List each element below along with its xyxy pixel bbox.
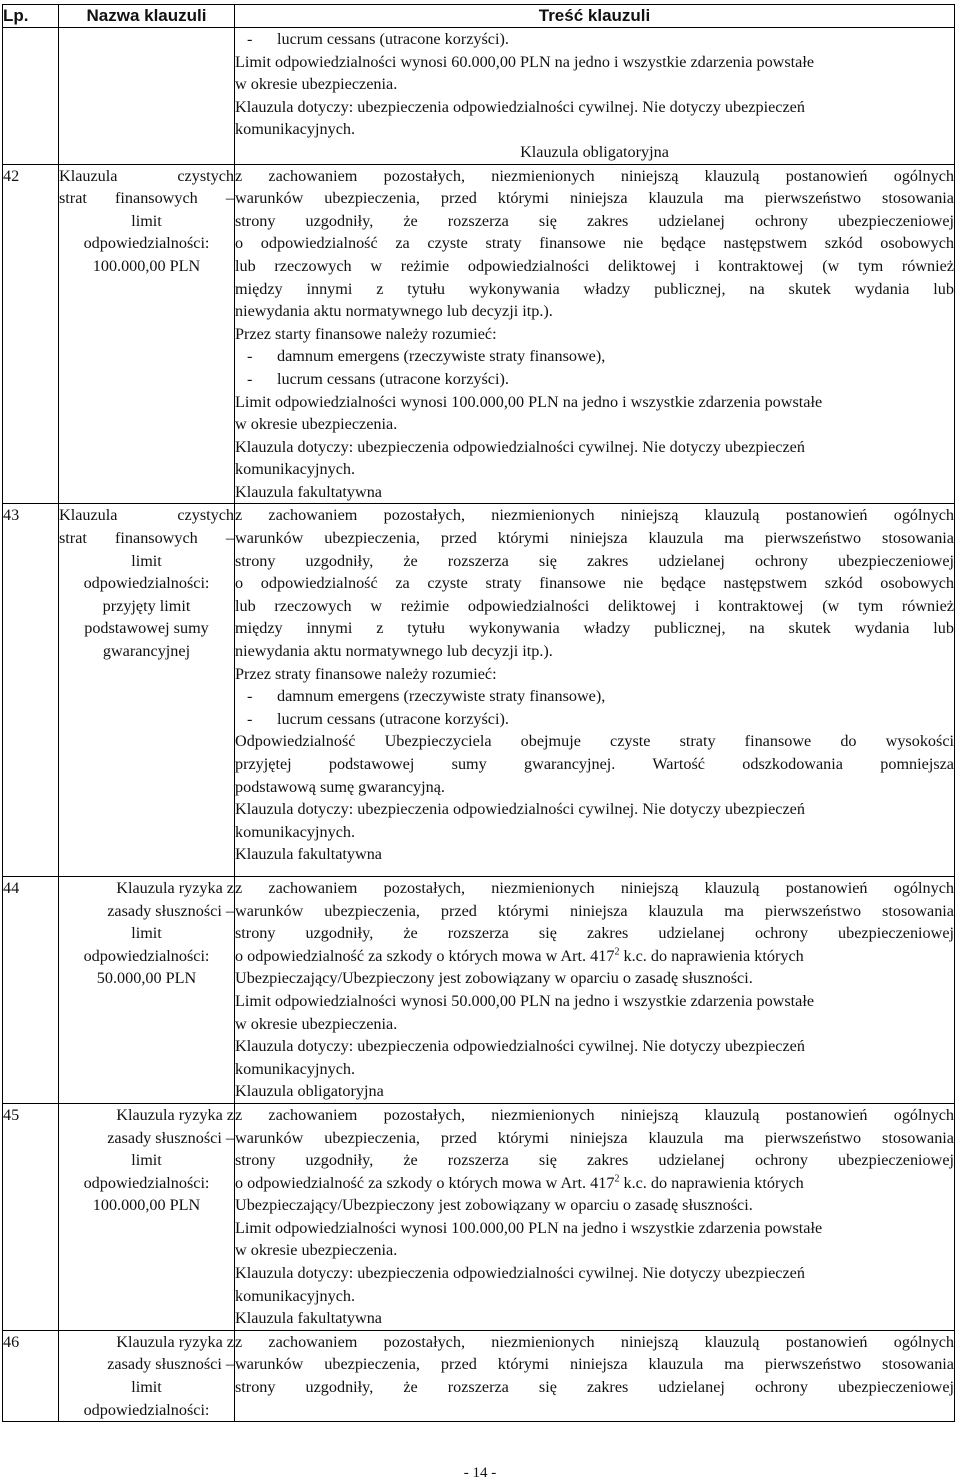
text-line: z zachowaniem pozostałych, niezmienionych niniejszą klauzulą postanowień ogólnych xyxy=(235,166,954,185)
row-lp: 44 xyxy=(3,876,59,1103)
row-clause-name xyxy=(59,1330,235,1421)
text-line: Limit odpowiedzialności wynosi 100.000,00 PLN na jedno i wszystkie zdarzenia powstałe xyxy=(235,392,823,411)
name-line: gwarancyjnej xyxy=(102,642,191,661)
text-line: strony uzgodniły, że rozszerza się zakres udzielanej ochrony ubezpieczeniowej xyxy=(235,551,954,570)
name-line: Klauzula ryzyka z xyxy=(116,1332,234,1351)
name-line: odpowiedzialności: xyxy=(83,946,210,965)
clauses-table xyxy=(2,4,955,1422)
text-line: lub rzeczowych w reżimie odpowiedzialności deliktowej i kontraktowej (w tym również xyxy=(235,256,954,275)
list-item: - lucrum cessans (utracone korzyści). xyxy=(247,709,509,728)
text-line: strony uzgodniły, że rozszerza się zakres udzielanej ochrony ubezpieczeniowej xyxy=(235,1378,954,1397)
text-line: Przez straty finansowe należy rozumieć: xyxy=(235,664,497,683)
text-line: Klauzula dotyczy: ubezpieczenia odpowiedzialności cywilnej. Nie dotyczy ubezpieczeń xyxy=(235,437,805,456)
name-line: limit xyxy=(131,551,162,570)
name-line: przyjęty limit xyxy=(102,596,191,615)
text-line: Klauzula dotyczy: ubezpieczenia odpowiedzialności cywilnej. Nie dotyczy ubezpieczeń xyxy=(235,97,805,116)
text-line: Limit odpowiedzialności wynosi 50.000,00 PLN na jedno i wszystkie zdarzenia powstałe xyxy=(235,991,815,1010)
clause-type-label: Klauzula fakultatywna xyxy=(235,845,382,864)
text-line: lub rzeczowych w reżimie odpowiedzialności deliktowej i kontraktowej (w tym również xyxy=(235,596,954,615)
text-line: komunikacyjnych. xyxy=(235,1286,356,1305)
row-lp: 42 xyxy=(3,164,59,504)
name-line: strat finansowych – xyxy=(59,529,234,548)
text-line: z zachowaniem pozostałych, niezmienionych niniejszą klauzulą postanowień ogólnych xyxy=(235,878,954,897)
text-line: o odpowiedzialność za czyste straty finansowe nie będące następstwem szkód osobowych xyxy=(235,574,954,593)
text-line: z zachowaniem pozostałych, niezmienionych niniejszą klauzulą postanowień ogólnych xyxy=(235,1105,954,1124)
table-row-44 xyxy=(3,876,955,1103)
name-line: limit xyxy=(131,1378,162,1397)
name-line: Klauzula ryzyka z xyxy=(116,878,234,897)
clause-type-label: Klauzula obligatoryjna xyxy=(520,142,669,161)
row-lp: 45 xyxy=(3,1103,59,1330)
text-line: Klauzula dotyczy: ubezpieczenia odpowiedzialności cywilnej. Nie dotyczy ubezpieczeń xyxy=(235,800,805,819)
text-line: w okresie ubezpieczenia. xyxy=(235,1014,398,1033)
text-line: przyjętej podstawowej sumy gwarancyjnej. Wartość odszkodowania pomniejsza xyxy=(235,755,954,773)
text-line: w okresie ubezpieczenia. xyxy=(235,415,398,434)
text-line: w okresie ubezpieczenia. xyxy=(235,75,398,94)
text-line: strony uzgodniły, że rozszerza się zakres udzielanej ochrony ubezpieczeniowej xyxy=(235,1151,954,1170)
page-number: - 14 - xyxy=(463,1465,497,1481)
name-line: odpowiedzialności: xyxy=(83,574,210,593)
name-line: odpowiedzialności: xyxy=(83,1173,210,1192)
name-line: 100.000,00 PLN xyxy=(92,1196,201,1215)
row-lp: 43 xyxy=(3,504,59,877)
text-line: niewydania aktu normatywnego lub decyzji itp.). xyxy=(235,302,553,321)
name-line: podstawowej sumy xyxy=(84,619,209,638)
name-line: 100.000,00 PLN xyxy=(92,256,201,275)
text-line: warunków ubezpieczenia, przed którymi niniejsza klauzula ma pierwszeństwo stosowania xyxy=(235,901,954,920)
row-lp: 46 xyxy=(3,1330,59,1421)
text-line: komunikacyjnych. xyxy=(235,120,356,139)
text-line: Odpowiedzialność Ubezpieczyciela obejmuje czyste straty finansowe do wysokości xyxy=(235,732,954,751)
row-clause-content xyxy=(235,876,955,1103)
header-lp: Lp. xyxy=(3,5,59,28)
text-line: w okresie ubezpieczenia. xyxy=(235,1241,398,1260)
text-line: warunków ubezpieczenia, przed którymi niniejsza klauzula ma pierwszeństwo stosowania xyxy=(235,1128,954,1147)
text-line: komunikacyjnych. xyxy=(235,1059,356,1078)
text-line: podstawową sumę gwarancyjną. xyxy=(235,777,445,796)
name-line: limit xyxy=(131,211,162,230)
text-line: o odpowiedzialność za szkody o których mowa w Art. $417^2$ k.c. do naprawienia których xyxy=(235,946,804,965)
text-line: komunikacyjnych. xyxy=(235,460,356,479)
header-clause-name: Nazwa klauzuli xyxy=(59,5,235,28)
text-line: o odpowiedzialność za czyste straty finansowe nie będące następstwem szkód osobowych xyxy=(235,234,954,253)
name-line: Klauzula czystych xyxy=(59,506,234,525)
row-clause-name xyxy=(59,1103,235,1330)
row-clause-content xyxy=(235,1103,955,1330)
row-clause-content xyxy=(235,164,955,504)
text-line: Limit odpowiedzialności wynosi 60.000,00 PLN na jedno i wszystkie zdarzenia powstałe xyxy=(235,52,815,71)
name-line: limit xyxy=(131,924,162,943)
table-row-46 xyxy=(3,1330,955,1421)
list-item: - damnum emergens (rzeczywiste straty finansowe), xyxy=(247,347,606,366)
row-lp xyxy=(3,28,59,165)
text-line: warunków ubezpieczenia, przed którymi niniejsza klauzula ma pierwszeństwo stosowania xyxy=(235,529,954,548)
text-line: z zachowaniem pozostałych, niezmienionych niniejszą klauzulą postanowień ogólnych xyxy=(235,1332,954,1351)
text-line: strony uzgodniły, że rozszerza się zakres udzielanej ochrony ubezpieczeniowej xyxy=(235,924,954,943)
name-line: odpowiedzialności: xyxy=(83,234,210,253)
text-line: strony uzgodniły, że rozszerza się zakres udzielanej ochrony ubezpieczeniowej xyxy=(235,211,954,230)
clause-type-label: Klauzula fakultatywna xyxy=(235,482,382,501)
name-line: odpowiedzialności: xyxy=(83,1400,210,1419)
text-line: Ubezpieczający/Ubezpieczony jest zobowiązany w oparciu o zasadę słuszności. xyxy=(235,969,753,988)
name-line: 50.000,00 PLN xyxy=(96,969,197,988)
text-line: o odpowiedzialność za szkody o których mowa w Art. $417^2$ k.c. do naprawienia których xyxy=(235,1173,804,1192)
name-line: zasady słuszności – xyxy=(107,1355,234,1374)
name-line: zasady słuszności – xyxy=(107,1128,234,1147)
table-row-42 xyxy=(3,164,955,504)
clause-type-label: Klauzula obligatoryjna xyxy=(235,1082,384,1101)
name-line: zasady słuszności – xyxy=(107,901,234,920)
text-line: niewydania aktu normatywnego lub decyzji itp.). xyxy=(235,642,553,661)
name-line: strat finansowych – xyxy=(59,189,234,208)
table-row-43 xyxy=(3,504,955,877)
row-clause-content xyxy=(235,28,955,165)
name-line: limit xyxy=(131,1151,162,1170)
text-line: między innymi z tytułu wykonywania władzy publicznej, na skutek wydania lub xyxy=(235,279,954,298)
name-line: Klauzula czystych xyxy=(59,166,234,185)
text-line: warunków ubezpieczenia, przed którymi niniejsza klauzula ma pierwszeństwo stosowania xyxy=(235,1355,954,1374)
text-line: Przez starty finansowe należy rozumieć: xyxy=(235,324,497,343)
clause-type-label: Klauzula fakultatywna xyxy=(235,1309,382,1328)
row-clause-name xyxy=(59,28,235,165)
text-line: komunikacyjnych. xyxy=(235,822,356,841)
row-clause-name xyxy=(59,876,235,1103)
header-clause-content: Treść klauzuli xyxy=(235,5,955,28)
text-line: Klauzula dotyczy: ubezpieczenia odpowiedzialności cywilnej. Nie dotyczy ubezpieczeń xyxy=(235,1037,805,1056)
text-line: warunków ubezpieczenia, przed którymi niniejsza klauzula ma pierwszeństwo stosowania xyxy=(235,189,954,208)
name-line: Klauzula ryzyka z xyxy=(116,1105,234,1124)
table-row-45 xyxy=(3,1103,955,1330)
row-clause-name xyxy=(59,164,235,504)
text-line: z zachowaniem pozostałych, niezmienionych niniejszą klauzulą postanowień ogólnych xyxy=(235,506,954,525)
text-line: Klauzula dotyczy: ubezpieczenia odpowiedzialności cywilnej. Nie dotyczy ubezpieczeń xyxy=(235,1264,805,1283)
text-line: Ubezpieczający/Ubezpieczony jest zobowiązany w oparciu o zasadę słuszności. xyxy=(235,1196,753,1215)
text-line: Limit odpowiedzialności wynosi 100.000,00 PLN na jedno i wszystkie zdarzenia powstałe xyxy=(235,1218,823,1237)
row-clause-name xyxy=(59,504,235,877)
table-header-row xyxy=(3,5,955,28)
row-clause-content xyxy=(235,1330,955,1421)
list-item: - damnum emergens (rzeczywiste straty finansowe), xyxy=(247,687,606,706)
list-item: - lucrum cessans (utracone korzyści). xyxy=(247,369,509,388)
row-clause-content xyxy=(235,504,955,877)
list-item: - lucrum cessans (utracone korzyści). xyxy=(247,30,509,48)
table-row-continuation xyxy=(3,28,955,165)
text-line: między innymi z tytułu wykonywania władzy publicznej, na skutek wydania lub xyxy=(235,619,954,638)
